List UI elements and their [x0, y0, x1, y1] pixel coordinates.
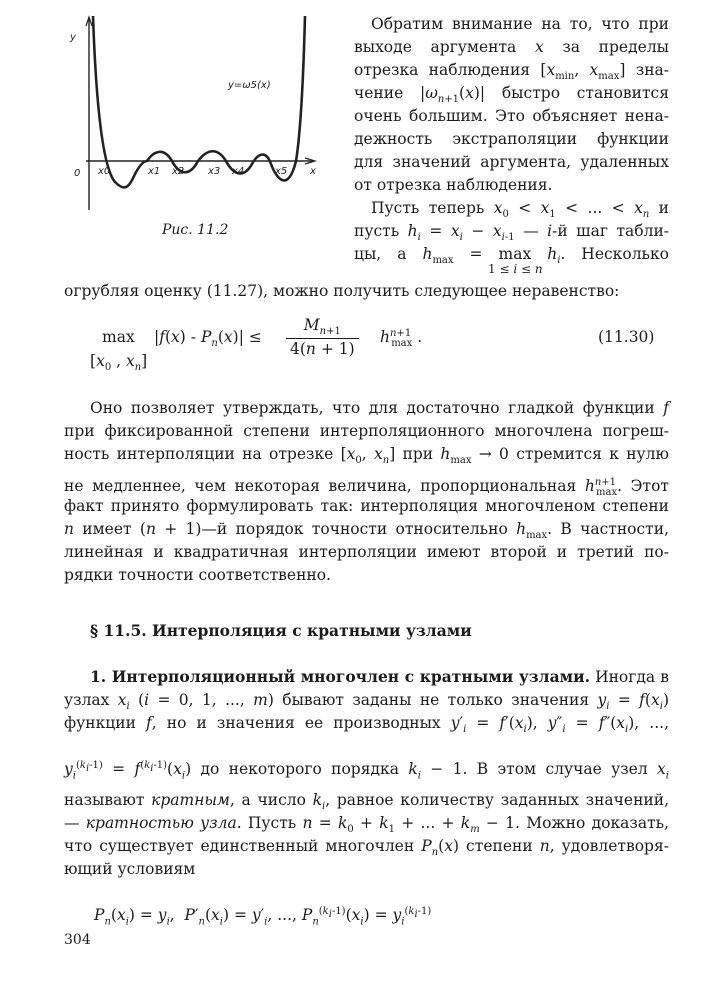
- para-4-line-4: $y_i^{(k_i-1)} = f^{(k_i-1)}(x_i)$ до некоторого порядка $k_i - 1$. В этом случае узел $x_i$: [64, 760, 669, 782]
- figure-11-2-plot: [64, 14, 334, 214]
- para-3-line-1: Оно позволяет утверждать, что для достаточно гладкой функции f: [90, 399, 669, 417]
- y-axis-label: y: [70, 32, 76, 43]
- node-label-x0: x0: [98, 166, 111, 177]
- para-3-line-4: не медленнее, чем некоторая величина, пропорциональная $h^{n+1}_{max}$. Этот: [64, 477, 669, 499]
- para-3-line-7: линейная и квадратичная интерполяции имеют второй и третий по-: [64, 543, 669, 561]
- curve-label: y=ω5(x): [228, 80, 271, 91]
- book-page: y y=ω5(x) 0 x0 x1 x2 x3 x4 x5 x Рис. 11.2 Обратим внимание на то, что при выходе аргумента x за пределы отрезка наблюдения [$x_{min}$, $x_{max}$] зна- чение $|\omega_{n+1}(x)|$ быстро становится очень большим. Это объясняет нена- дежность экстраполяции функции для значений аргумента, удаленных от отрезка наблюдения. Пусть теперь $x_0 < x_1$ < ... < $x_n$ и пусть $h_i = x_i - x_{i-1}$ — i-й шаг табли- цы, а $h_{max} = \max h_i$. Несколько 1 ≤ i ≤ n огрубляя оценку (11.27), можно получить следующее неравенство: max [$x_0$ , $x_n$] $|f(x) - P_n(x)|$ ≤ $\frac{M_{n+1}}{4(n + 1)}$ $h^{n+1}_{max}$ . (11.30) Оно позволяет утверждать, что для достаточно гладкой функции f при фиксированной степени интерполяционного многочлена погреш- ность интерполяции на отрезке [$x_0$, $x_n$] при $h_{max} \to 0$ стремится к нулю не медленнее, чем некоторая величина, пропорциональная $h^{n+1}_{max}$. Этот факт принято формулировать так: интерполяция многочленом степени n имеет (n + 1)—й порядок точности относительно $h_{max}$. В частности, линейная и квадратичная интерполяции имеют второй и третий по- рядки точности соответственно. § 11.5. Интерполяция с кратными узлами 1. Интерполяционный многочлен с кратными узлами. Иногда в узлах $x_i$ (i = 0, 1, ..., m) бывают заданы не только значения $y_i = f(x_i)$ функции f, но и значения ее производных $y'_i = f'(x_i)$, $y''_i = f''(x_i)$, ..., $y_i^{(k_i-1)} = f^{(k_i-1)}(x_i)$ до некоторого порядка $k_i - 1$. В этом случае узел $x_i$ называют кратным, а число $k_i$, равное количеству заданных значений, — кратностью узла. Пусть $n = k_0 + k_1$ + ... + $k_m - 1$. Можно доказать, что существует единственный многочлен $P_n(x)$ степени n, удовлетворя- ющий условиям $P_n(x_i) = y_i$, $P'_n(x_i) = y'_i$, ..., $P_n^{(k_i-1)}(x_i) = y_i^{(k_i-1)}$ 304: [64, 15, 670, 948]
- para-4-line-2: узлах $x_i$ (i = 0, 1, ..., m) бывают заданы не только значения $y_i = f(x_i)$: [64, 691, 669, 713]
- para-1-line-6: дежность экстраполяции функции: [354, 130, 669, 148]
- para-3-line-8: рядки точности соответственно.: [64, 566, 331, 584]
- para-1-line-8: от отрезка наблюдения.: [354, 176, 553, 194]
- para-2-line-2: пусть $h_i = x_i - x_{i-1}$ — i-й шаг табли-: [354, 222, 670, 244]
- page-number: 304: [64, 932, 91, 948]
- node-label-x4: x4: [232, 166, 245, 177]
- para-4-line-7: что существует единственный многочлен $P_n(x)$ степени n, удовлетворя-: [64, 837, 669, 859]
- para-1-line-3: отрезка наблюдения [$x_{min}$, $x_{max}$] зна-: [354, 61, 669, 83]
- figure-caption: Рис. 11.2: [162, 222, 229, 238]
- para-3-line-3: ность интерполяции на отрезке [$x_0$, $x_n$] при $h_{max} \to 0$ стремится к нулю: [64, 445, 669, 467]
- para-2-line-4: огрубляя оценку (11.27), можно получить следующее неравенство:: [64, 282, 620, 300]
- para-1-line-2: выходе аргумента x за пределы: [354, 38, 670, 56]
- x-axis-label: x: [310, 166, 316, 177]
- section-heading: § 11.5. Интерполяция с кратными узлами: [90, 621, 472, 640]
- subsection-heading: 1. Интерполяционный многочлен с кратными узлами.: [90, 667, 590, 686]
- para-3-line-2: при фиксированной степени интерполяционного многочлена погреш-: [64, 422, 669, 440]
- para-3-line-6: n имеет (n + 1)—й порядок точности относительно $h_{max}$. В частности,: [64, 520, 669, 542]
- para-2-line-1: Пусть теперь $x_0 < x_1$ < ... < $x_n$ и: [371, 199, 669, 221]
- origin-label: 0: [74, 168, 81, 179]
- conditions-formula: $P_n(x_i) = y_i$, $P'_n(x_i) = y'_i$, ..., $P_n^{(k_i-1)}(x_i) = y_i^{(k_i-1)}$: [94, 906, 432, 928]
- node-label-x1: x1: [148, 166, 161, 177]
- node-label-x3: x3: [208, 166, 221, 177]
- max-range-subscript: 1 ≤ i ≤ n: [488, 262, 543, 276]
- equation-number: (11.30): [598, 328, 655, 346]
- para-1-line-4: чение $|\omega_{n+1}(x)|$ быстро становится: [354, 84, 669, 106]
- para-3-line-5: факт принято формулировать так: интерполяция многочленом степени: [64, 497, 669, 515]
- para-4-line-1: 1. Интерполяционный многочлен с кратными узлами. Иногда в: [90, 667, 669, 686]
- para-4-line-6: — кратностью узла. Пусть $n = k_0 + k_1$ + ... + $k_m - 1$. Можно доказать,: [64, 814, 670, 836]
- para-4-line-5: называют кратным, а число $k_i$, равное количеству заданных значений,: [64, 791, 670, 813]
- node-label-x2: x2: [172, 166, 185, 177]
- para-4-line-3: функции f, но и значения ее производных $y'_i = f'(x_i)$, $y''_i = f''(x_i)$, ...,: [64, 714, 669, 736]
- para-1-line-1: Обратим внимание на то, что при: [371, 15, 669, 33]
- para-4-line-8: ющий условиям: [64, 860, 196, 878]
- para-1-line-5: очень большим. Это объясняет нена-: [354, 107, 669, 125]
- para-2-line-3: цы, а $h_{max} = \max h_i$. Несколько: [354, 245, 670, 267]
- node-label-x5: x5: [275, 166, 288, 177]
- para-1-line-7: для значений аргумента, удаленных: [354, 153, 669, 171]
